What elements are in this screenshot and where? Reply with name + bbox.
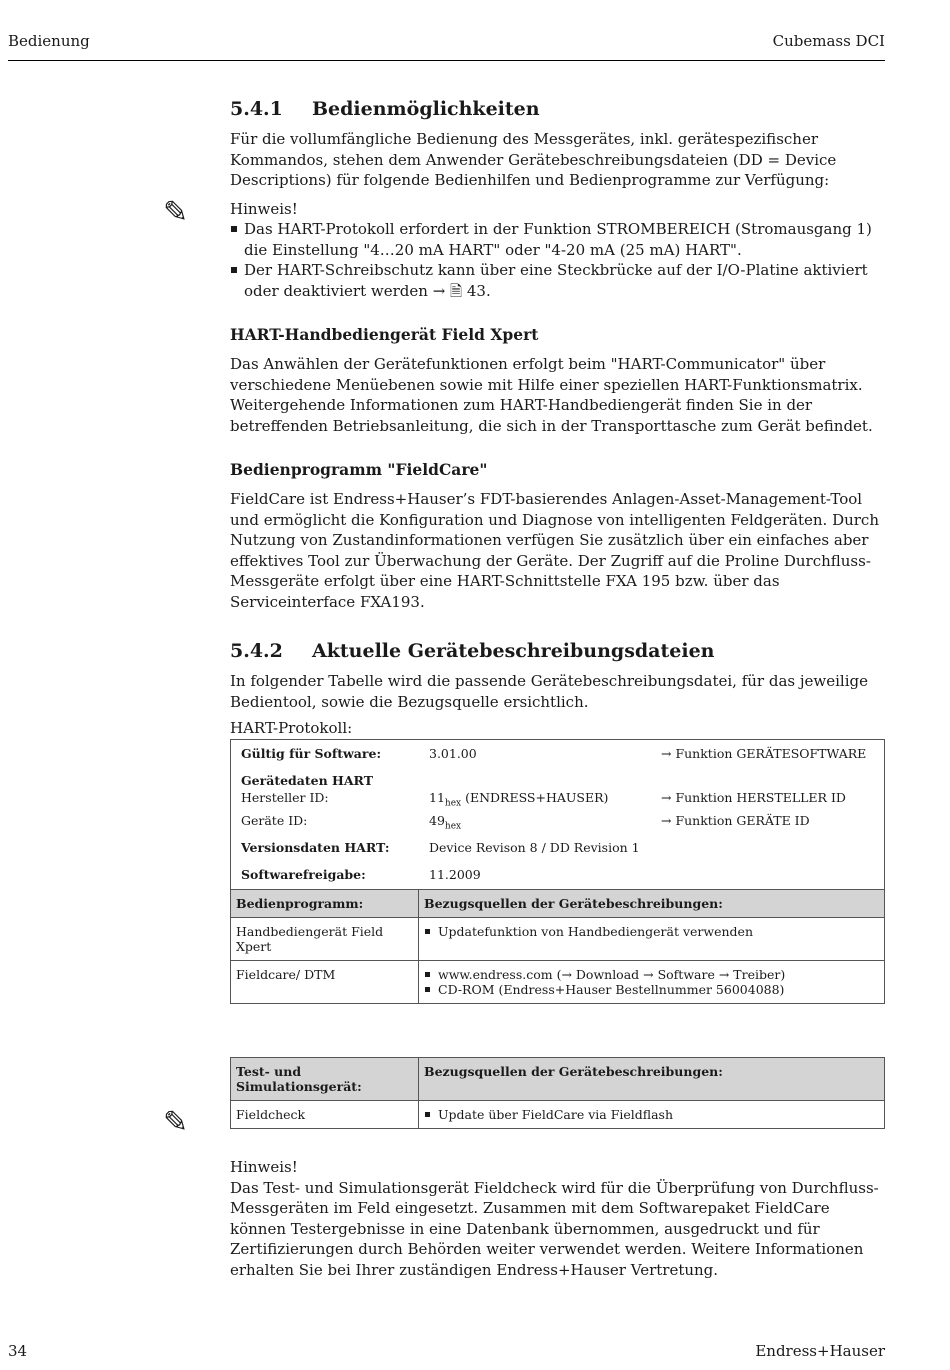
release-label: Softwarefreigabe:: [241, 867, 366, 882]
section-number: 5.4.1: [230, 98, 283, 120]
section-title: Bedienmöglichkeiten: [312, 98, 540, 120]
section-heading: [230, 640, 885, 662]
subsection-title: Bedienprogramm "FieldCare": [230, 460, 488, 479]
header-rule: [8, 60, 885, 61]
header-product-name: Cubemass DCI: [772, 32, 885, 50]
software-value: 3.01.00: [429, 745, 477, 761]
section-title: Aktuelle Gerätebeschreibungsdateien: [312, 640, 715, 662]
device-id-value: $49_{hex}$: [429, 813, 462, 832]
section-number: 5.4.2: [230, 640, 283, 662]
device-data-label: Gerätedaten HART: [241, 772, 374, 788]
device-id-label: Geräte ID:: [241, 813, 308, 828]
protocol-label: HART-Protokoll:: [230, 719, 353, 737]
table-row: [231, 961, 885, 1004]
pencil-icon: ✎: [163, 1105, 189, 1140]
pencil-icon: ✎: [163, 195, 189, 230]
intro-paragraph: Für die vollumfängliche Bedienung des Messgerätes, inkl. gerätespezifischer Kommandos, stehen dem Anwender Gerätebeschreibungsdateien (DD = Device Descriptions) für folgende Bedienhilfen und Bedienprogramme zur Verfügung:: [230, 130, 837, 189]
manufacturer-id-function: → Funktion HERSTELLER ID: [661, 789, 846, 805]
program-name: Handbediengerät Field Xpert: [231, 918, 419, 961]
note-label: Hinweis!: [230, 199, 298, 218]
page-content: [230, 98, 885, 1280]
note-item: Der HART-Schreibschutz kann über eine Steckbrücke auf der I/O-Platine aktiviert oder deaktiviert werden → 🗎 43.: [230, 260, 885, 301]
footer-brand: Endress+Hauser: [755, 1342, 885, 1360]
device-data-table: [230, 739, 885, 1005]
note-list: [230, 219, 885, 301]
subsection-paragraph: FieldCare ist Endress+Hauser’s FDT-basierendes Anlagen-Asset-Management-Tool und ermöglicht die Konfiguration und Diagnose von intelligenten Feldgeräten. Durch Nutzung von Zustandinformationen verfügen Sie zusätzlich über ein einfaches aber effektives Tool zur Überwachung der Geräte. Der Zugriff auf die Proline Durchfluss-Messgeräte erfolgt über eine HART-Schnittstelle FXA 195 bzw. über das Serviceinterface FXA193.: [230, 490, 879, 611]
intro-paragraph: In folgender Tabelle wird die passende Gerätebeschreibungsdatei, für das jeweilige Bedientool, sowie die Bezugsquelle ersichtlich.: [230, 672, 868, 711]
note-paragraph: Das Test- und Simulationsgerät Fieldcheck wird für die Überprüfung von Durchfluss-Messgeräten im Feld eingesetzt. Zusammen mit dem Softwarepaket FieldCare können Testergebnisse in eine Datenbank übernommen, ausgedruckt und für Zertifizierungen durch Behörden weiter verwendet werden. Weitere Informationen erhalten Sie bei Ihrer zuständigen Endress+Hauser Vertretung.: [230, 1178, 879, 1279]
release-value: 11.2009: [429, 867, 481, 882]
manufacturer-id-value: $11_{hex}$ (ENDRESS+HAUSER): [429, 789, 609, 808]
version-value: Device Revison 8 / DD Revision 1: [429, 840, 640, 855]
source-item: Update über FieldCare via Fieldflash: [424, 1107, 879, 1122]
table-header-sources: Bezugsquellen der Gerätebeschreibungen:: [419, 1058, 885, 1101]
test-device-name: Fieldcheck: [231, 1101, 419, 1129]
software-function: → Funktion GERÄTESOFTWARE: [661, 745, 867, 761]
version-label: Versionsdaten HART:: [241, 840, 390, 855]
source-item: CD-ROM (Endress+Hauser Bestellnummer 56004088): [424, 982, 879, 997]
table-row: [231, 918, 885, 961]
note-item: Das HART-Protokoll erfordert in der Funktion STROMBEREICH (Stromausgang 1) die Einstellung "4…20 mA HART" oder "4-20 mA (25 mA) HART".: [230, 219, 885, 260]
test-device-table: [230, 1057, 885, 1129]
manufacturer-id-label: Hersteller ID:: [241, 789, 329, 805]
subsection-title: HART-Handbediengerät Field Xpert: [230, 325, 539, 344]
table-header-program: Bedienprogramm:: [231, 890, 419, 918]
software-label: Gültig für Software:: [241, 745, 382, 761]
subsection-paragraph: Das Anwählen der Gerätefunktionen erfolgt beim "HART-Communicator" über verschiedene Menüebenen sowie mit Hilfe einer speziellen HART-Funktionsmatrix. Weitergehende Informationen zum HART-Handbediengerät finden Sie in der betreffenden Betriebsanleitung, die sich in der Transporttasche zum Gerät befindet.: [230, 355, 873, 435]
device-id-function: → Funktion GERÄTE ID: [661, 813, 810, 828]
source-item: www.endress.com (→ Download → Software → Treiber): [424, 967, 879, 982]
table-header-sources: Bezugsquellen der Gerätebeschreibungen:: [419, 890, 885, 918]
section-heading: [230, 98, 885, 120]
program-name: Fieldcare/ DTM: [231, 961, 419, 1004]
header-section-title: Bedienung: [8, 32, 90, 50]
source-item: Updatefunktion von Handbediengerät verwenden: [424, 924, 879, 939]
table-row: [231, 1101, 885, 1129]
table-header-test-device: Test- und Simulationsgerät:: [231, 1058, 419, 1101]
note-label: Hinweis!: [230, 1158, 298, 1176]
page-number: 34: [8, 1342, 28, 1360]
